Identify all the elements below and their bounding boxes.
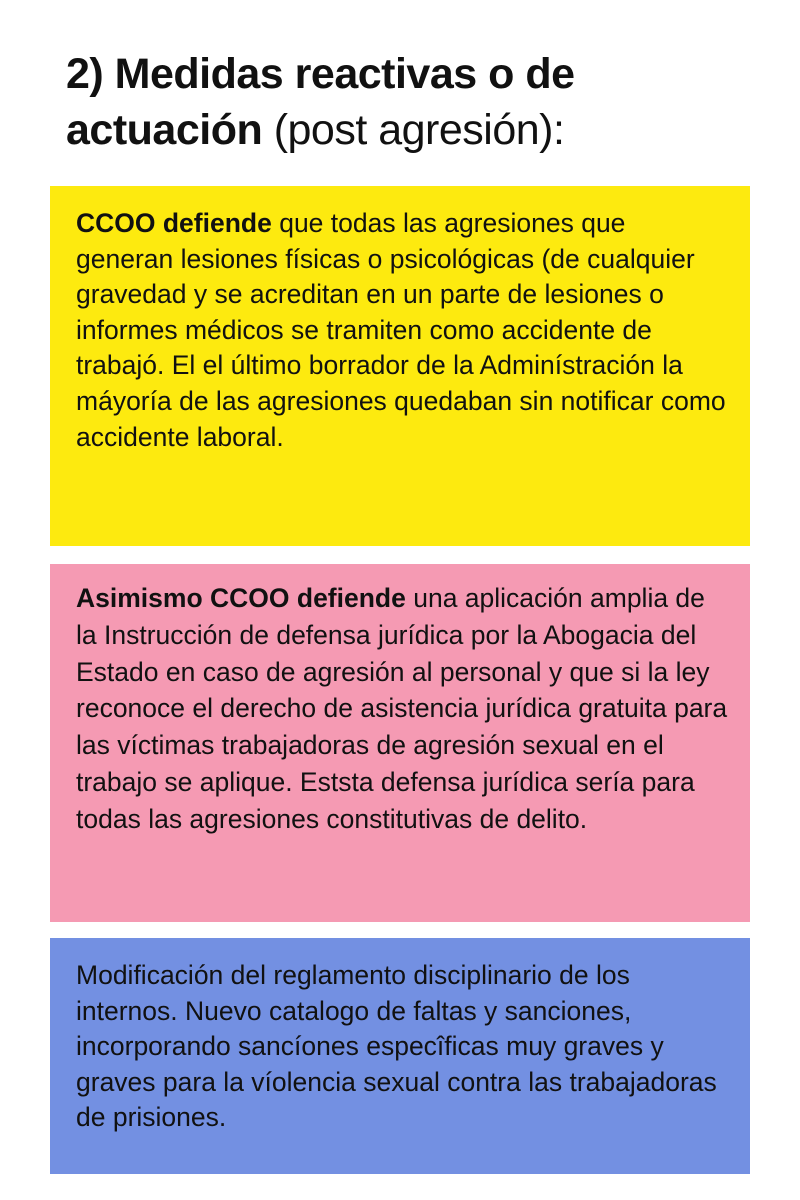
page-title	[66, 46, 766, 158]
pink-panel-text	[76, 580, 728, 838]
blue-panel-body: Modificación del reglamento disciplinario de los internos. Nuevo catalogo de faltas y sanciones, incorporando sancíones especîficas muy graves y graves para la víolencia sexual contra las trabajadoras de prisiones.	[76, 960, 717, 1133]
pink-panel-lead: Asimismo CCOO defiende	[76, 583, 406, 613]
yellow-panel-text	[76, 206, 728, 455]
pink-panel-body: una aplicación amplia de la Instrucción de defensa jurídica por la Abogacia del Estado en caso de agresión al personal y que si la ley reconoce el derecho de asistencia jurídica gratuita para las víctimas trabajadoras de agresión sexual en el trabajo se aplique. Eststa defensa jurídica sería para todas las agresiones constitutivas de delito.	[76, 583, 728, 834]
title-line-1: 2) Medidas reactivas o de	[66, 50, 575, 98]
yellow-panel-lead: CCOO defiende	[76, 208, 272, 238]
title-line-2: actuación	[66, 106, 263, 154]
pink-panel	[50, 564, 750, 922]
blue-panel	[50, 938, 750, 1174]
title-subtitle: (post agresión):	[273, 106, 565, 154]
yellow-panel-body: que todas las agresiones que generan lesiones físicas o psicológicas (de cualquier gravedad y se acreditan en un parte de lesiones o informes médicos se tramiten como accidente de trabajó. El el último borrador de la Adminístración la máyoría de las agresiones quedaban sin notificar como accidente laboral.	[76, 208, 726, 452]
yellow-panel	[50, 186, 750, 546]
